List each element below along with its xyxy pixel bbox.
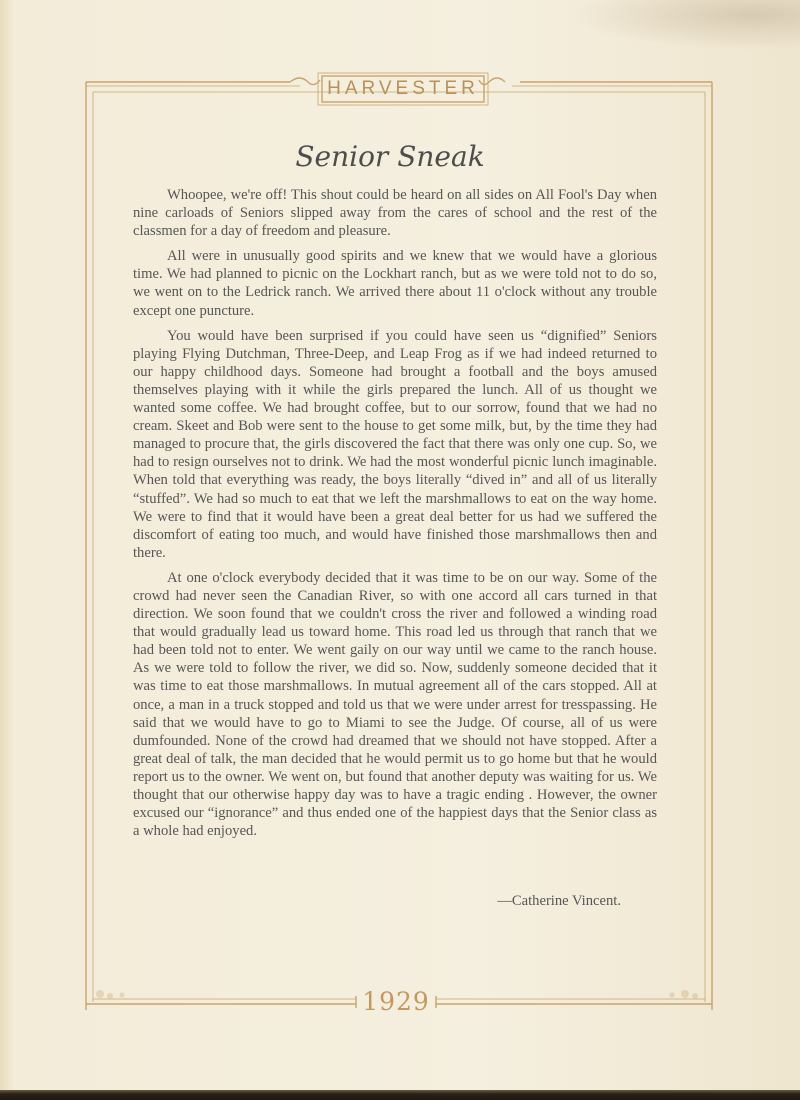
publication-header: HARVESTER xyxy=(327,78,479,99)
article-title: Senior Sneak xyxy=(295,140,485,173)
author-byline: —Catherine Vincent. xyxy=(497,893,621,909)
ornament-left xyxy=(290,78,320,85)
footer-year: 1929 xyxy=(362,987,430,1016)
page-bottom-edge xyxy=(0,1090,800,1100)
ornament-right xyxy=(479,78,505,85)
paragraph: At one o'clock everybody decided that it was time to be on our way. Some of the crowd had never seen the Canadian River, so with one accord all cars turned in that direction. We soon found that we couldn't cross the river and followed a winding road that would gradually lead us toward home. This road led us through that ranch that we had been told not to enter. We went gaily on our way until we came to the ranch house. As we were told to follow the river, we did so. Now, suddenly someone decided that it was time to eat those marshmallows. In mutual agreement all of the cars stopped. All at once, a man in a truck stopped and told us that we were under arrest for tresspassing. He said that we would have to go to Miami to see the Judge. Of course, all of us were dumfounded. None of the crowd had dreamed that we should not have stopped. After a great deal of talk, the man decided that he would permit us to go home but that he would report us to the owner. We went on, but found that another deputy was waiting for us. We thought that our otherwise happy day was to have a tragic ending . However, the owner excused our “ignorance” and thus ended one of the happiest days that the Senior class as a whole had enjoyed. xyxy=(133,569,657,840)
paragraph: All were in unusually good spirits and we knew that we would have a glorious time. We had planned to picnic on the Lockhart ranch, but as we were told not to do so, we went on to the Ledrick ranch. We arrived there about 11 o'clock without any trouble except one puncture. xyxy=(133,248,657,319)
paragraph: You would have been surprised if you could have seen us “dignified” Seniors playing Flying Dutchman, Three-Deep, and Leap Frog as if we had indeed returned to our happy childhood days. Someone had brought a football and the boys amused themselves playing with it while the girls prepared the lunch. All of us thought we wanted some coffee. We had brought coffee, but to our sorrow, found that we had no cream. Skeet and Bob were sent to the house to get some milk, but, by the time they had managed to procure that, the girls discovered the fact that there was only one cup. So, we had to resign ourselves not to drink. We had the most wonderful picnic lunch imaginable. When told that everything was ready, the boys literally “dived in” and all of us literally “stuffed”. We had so much to eat that we left the marshmallows to eat on the way home. We were to find that it would have been a great deal better for us had we suffered the discomfort of eating too much, and would have finished those marshmallows then and there. xyxy=(133,327,657,561)
paragraph: Whoopee, we're off! This shout could be heard on all sides on All Fool's Day when nine carloads of Seniors slipped away from the cares of school and the rest of the classmen for a day of freedom and pleasure. xyxy=(133,187,657,240)
article-body xyxy=(133,186,657,847)
